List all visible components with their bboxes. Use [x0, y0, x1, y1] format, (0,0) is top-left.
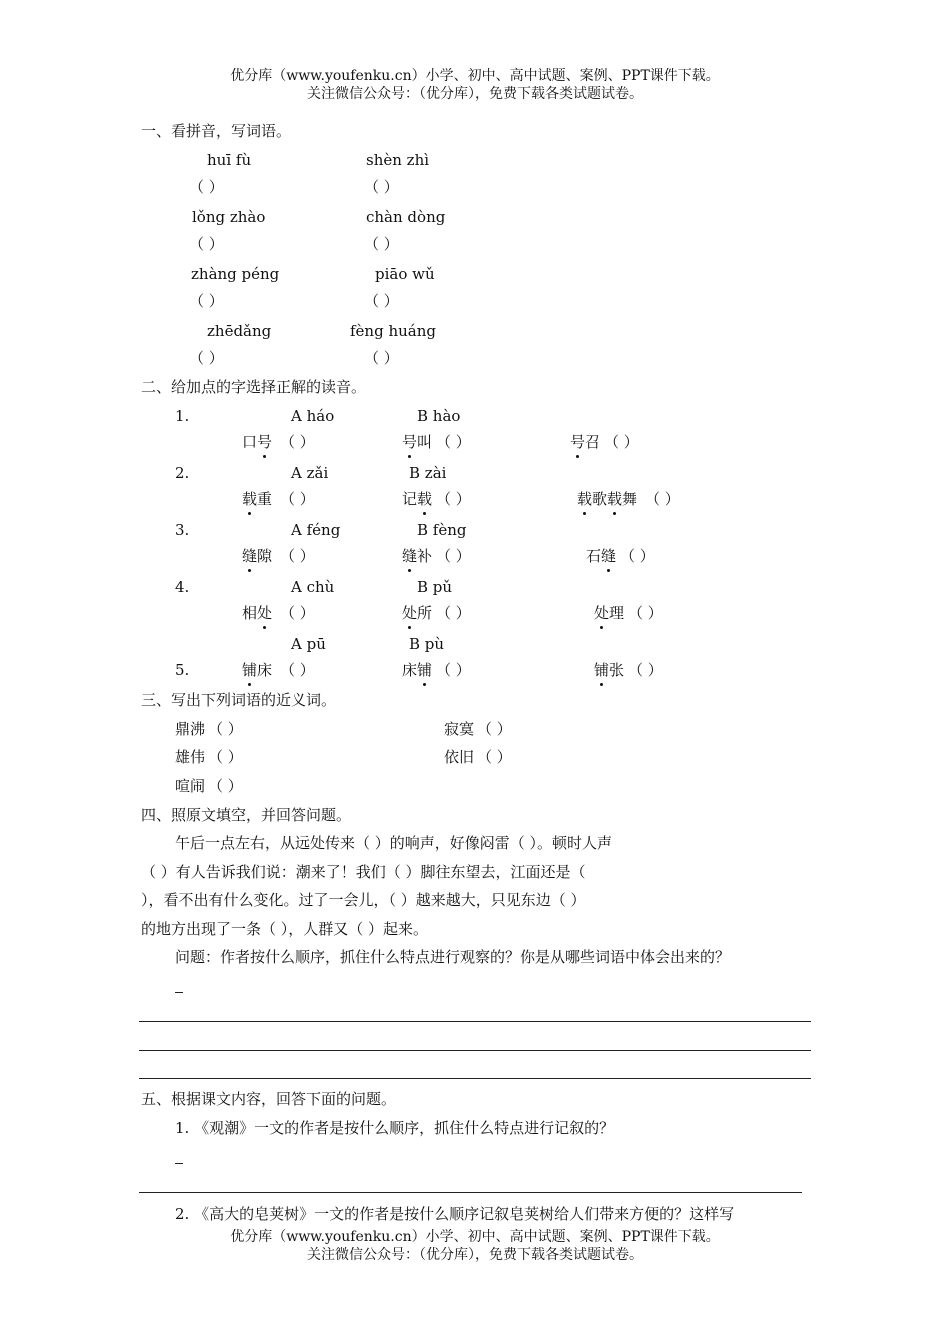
q1-word-1: 口号: [242, 433, 273, 451]
q2-option-b: B zài: [409, 464, 447, 482]
q4-word-2: 处所: [402, 604, 433, 622]
q2-blank-2[interactable]: （ ）: [436, 490, 471, 508]
answer-blank-5[interactable]: （ ）: [189, 292, 224, 310]
synonym-blank-4[interactable]: （ ）: [477, 748, 512, 766]
passage-line-2: （ ）有人告诉我们说：潮来了！我们（ ）脚往东望去，江面还是（: [141, 863, 586, 881]
q1-word-2: 号叫: [402, 433, 433, 451]
footer-line-2: 关注微信公众号：（优分库），免费下载各类试题试卷。: [307, 1247, 643, 1263]
q5-word-1: 铺床: [242, 661, 273, 679]
passage-line-4: 的地方出现了一条（ ），人群又（ ）起来。: [141, 920, 429, 938]
q4-blank-1[interactable]: （ ）: [280, 604, 315, 622]
q4-option-b: B pǔ: [417, 578, 453, 596]
pinyin-5: zhàng péng: [191, 265, 280, 283]
section-5-question-2: 2. 《高大的皂荚树》一文的作者是按什么顺序记叙皂荚树给人们带来方便的？这样写: [175, 1205, 735, 1223]
q5-blank-3[interactable]: （ ）: [628, 661, 663, 679]
q1-blank-3[interactable]: （ ）: [604, 433, 639, 451]
synonym-word-3: 雄伟: [175, 748, 206, 766]
q1-number: 1.: [175, 407, 190, 425]
q2-number: 2.: [175, 464, 190, 482]
answer-line-2[interactable]: [139, 1050, 811, 1051]
passage-line-3: ），看不出有什么变化。过了一会儿，（ ）越来越大，只见东边（ ）: [141, 891, 586, 909]
synonym-blank-3[interactable]: （ ）: [208, 748, 243, 766]
q3-option-a: A féng: [291, 521, 341, 539]
synonym-blank-5[interactable]: （ ）: [208, 777, 243, 795]
answer-cursor-mark-2: [175, 1163, 183, 1164]
q4-word-1: 相处: [242, 604, 273, 622]
answer-line-4[interactable]: [139, 1192, 802, 1193]
q2-blank-3[interactable]: （ ）: [645, 490, 680, 508]
section-2-title: 二、给加点的字选择正解的读音。: [141, 378, 367, 396]
pinyin-8: fèng huáng: [350, 322, 436, 340]
q2-word-1: 载重: [242, 490, 273, 508]
q4-blank-3[interactable]: （ ）: [628, 604, 663, 622]
q5-blank-2[interactable]: （ ）: [436, 661, 471, 679]
q5-word-2: 床铺: [402, 661, 433, 679]
answer-blank-8[interactable]: （ ）: [364, 349, 399, 367]
answer-blank-4[interactable]: （ ）: [364, 235, 399, 253]
q2-word-3: 载歌载舞: [577, 490, 638, 508]
answer-cursor-mark: [175, 992, 183, 993]
answer-blank-2[interactable]: （ ）: [364, 178, 399, 196]
q4-word-3: 处理: [594, 604, 625, 622]
pinyin-4: chàn dòng: [366, 208, 446, 226]
synonym-blank-2[interactable]: （ ）: [477, 720, 512, 738]
q3-number: 3.: [175, 521, 190, 539]
synonym-blank-1[interactable]: （ ）: [208, 720, 243, 738]
q5-option-a: A pū: [291, 635, 326, 653]
q5-number: 5.: [175, 661, 190, 679]
section-1-title: 一、看拼音，写词语。: [141, 122, 292, 140]
q4-blank-2[interactable]: （ ）: [436, 604, 471, 622]
section-3-title: 三、写出下列词语的近义词。: [141, 691, 337, 709]
answer-line-3[interactable]: [139, 1078, 811, 1079]
pinyin-1: huī fù: [207, 151, 252, 169]
section-4-question: 问题：作者按什么顺序，抓住什么特点进行观察的？你是从哪些词语中体会出来的？: [175, 948, 731, 966]
q1-word-3: 号召: [570, 433, 601, 451]
pinyin-3: lǒng zhào: [192, 208, 266, 226]
q1-blank-1[interactable]: （ ）: [280, 433, 315, 451]
section-5-title: 五、根据课文内容，回答下面的问题。: [141, 1090, 397, 1108]
q3-word-1: 缝隙: [242, 547, 273, 565]
q5-option-b: B pù: [409, 635, 445, 653]
pinyin-2: shèn zhì: [366, 151, 430, 169]
answer-blank-7[interactable]: （ ）: [189, 349, 224, 367]
q1-option-b: B hào: [417, 407, 461, 425]
q2-option-a: A zǎi: [291, 464, 329, 482]
section-4-title: 四、照原文填空，并回答问题。: [141, 806, 352, 824]
pinyin-6: piāo wǔ: [375, 265, 435, 283]
pinyin-7: zhēdǎng: [207, 322, 272, 340]
section-5-question-1: 1. 《观潮》一文的作者是按什么顺序，抓住什么特点进行记叙的？: [175, 1119, 615, 1137]
header-line-2: 关注微信公众号：（优分库），免费下载各类试题试卷。: [307, 86, 643, 102]
synonym-word-4: 依旧: [444, 748, 475, 766]
q5-word-3: 铺张: [594, 661, 625, 679]
synonym-word-2: 寂寞: [444, 720, 475, 738]
answer-line-1[interactable]: [139, 1021, 811, 1022]
q3-blank-2[interactable]: （ ）: [436, 547, 471, 565]
q1-blank-2[interactable]: （ ）: [436, 433, 471, 451]
q5-blank-1[interactable]: （ ）: [280, 661, 315, 679]
q2-word-2: 记载: [402, 490, 433, 508]
header-line-1: 优分库（www.youfenku.cn）小学、初中、高中试题、案例、PPT课件下载。: [230, 68, 720, 84]
answer-blank-6[interactable]: （ ）: [364, 292, 399, 310]
synonym-word-5: 喧闹: [175, 777, 206, 795]
q2-blank-1[interactable]: （ ）: [280, 490, 315, 508]
synonym-word-1: 鼎沸: [175, 720, 206, 738]
footer-line-1: 优分库（www.youfenku.cn）小学、初中、高中试题、案例、PPT课件下载。: [230, 1229, 720, 1245]
answer-blank-1[interactable]: （ ）: [189, 178, 224, 196]
q3-blank-1[interactable]: （ ）: [280, 547, 315, 565]
q3-word-3: 石缝: [586, 547, 617, 565]
answer-blank-3[interactable]: （ ）: [189, 235, 224, 253]
q3-word-2: 缝补: [402, 547, 433, 565]
passage-line-1: 午后一点左右，从远处传来（ ）的响声，好像闷雷（ ）。顿时人声: [175, 834, 613, 852]
q4-option-a: A chù: [291, 578, 335, 596]
q1-option-a: A háo: [291, 407, 335, 425]
q3-blank-3[interactable]: （ ）: [620, 547, 655, 565]
q4-number: 4.: [175, 578, 190, 596]
q3-option-b: B fèng: [417, 521, 467, 539]
